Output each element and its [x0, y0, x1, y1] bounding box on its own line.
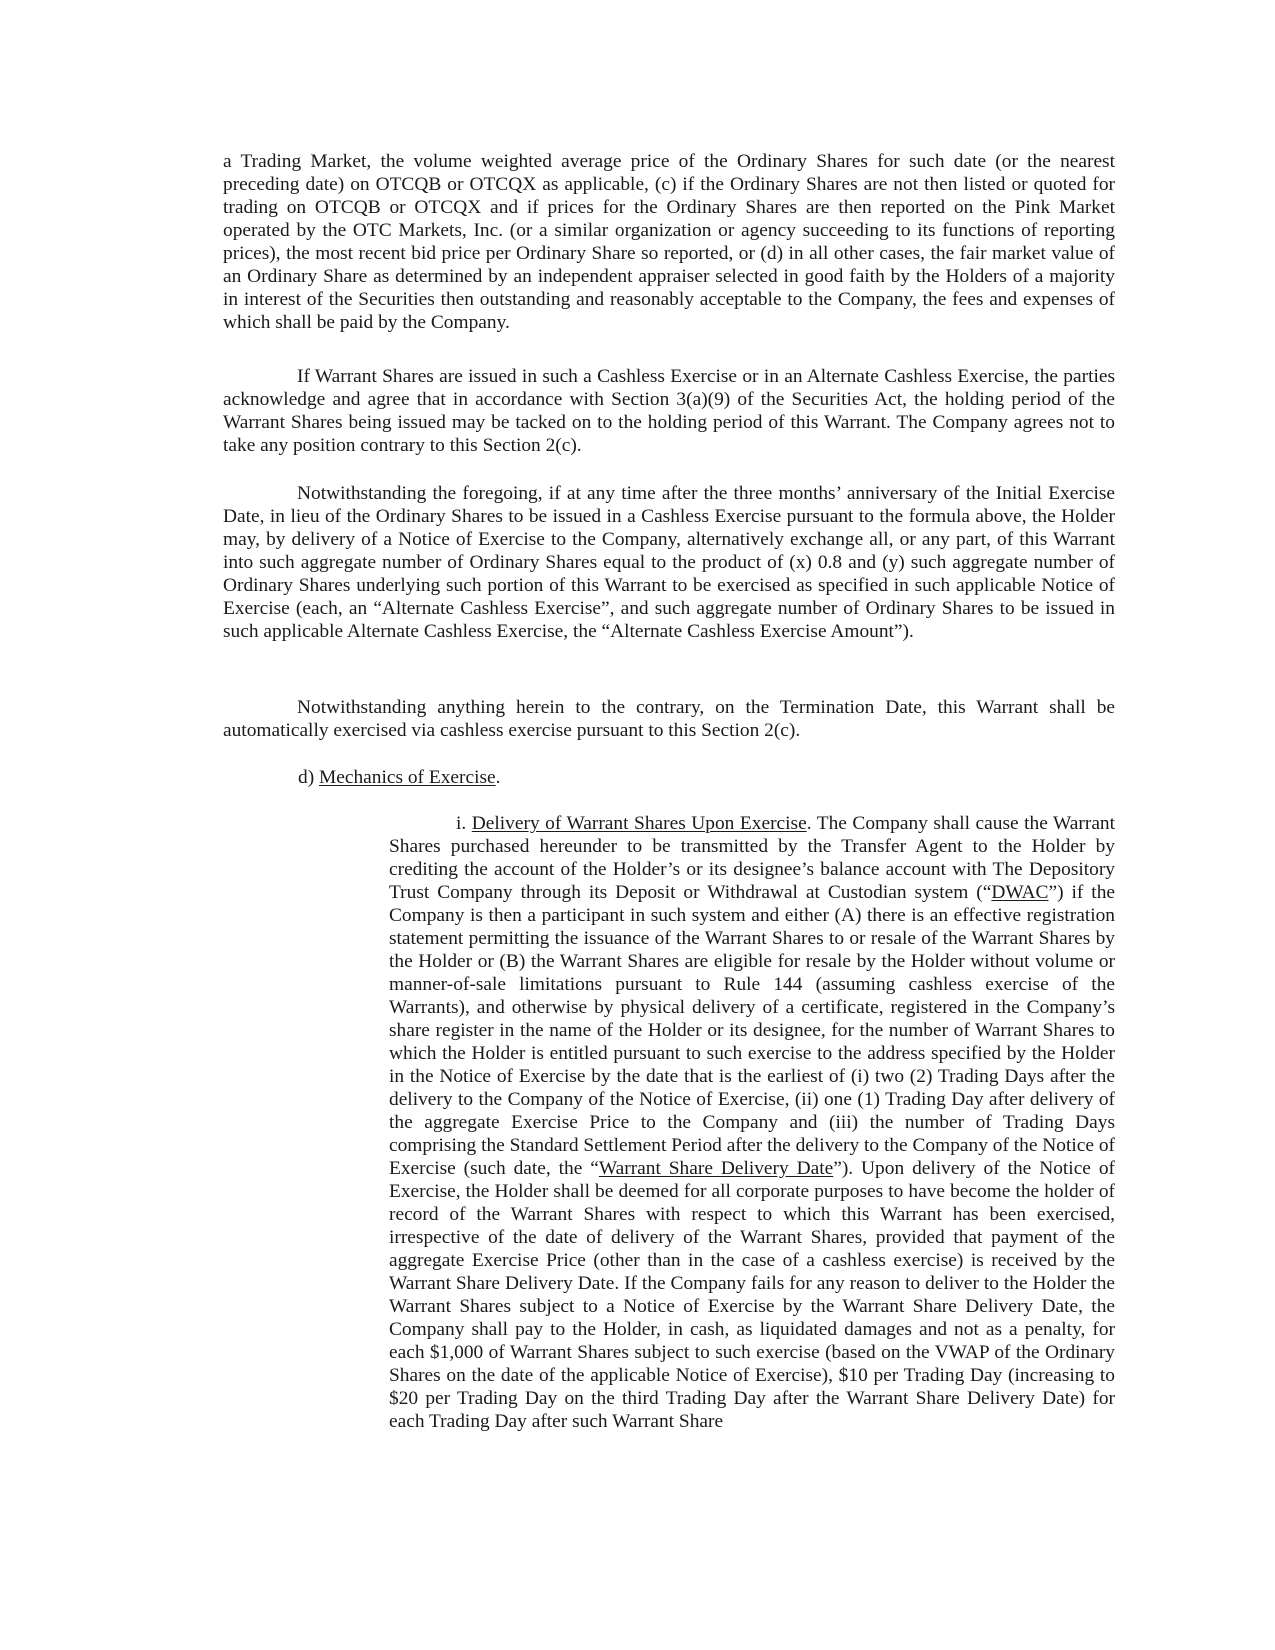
paragraph-automatic-exercise: Notwithstanding anything herein to the contrary, on the Termination Date, this Warrant shall be automatically exercised via cashless exercise pursuant to this Section 2(c). [223, 697, 1115, 741]
section-heading-mechanics-of-exercise [298, 766, 500, 789]
defined-term-dwac: DWAC [991, 882, 1049, 903]
section-d-title: Mechanics of Exercise [319, 767, 496, 788]
defined-term-warrant-share-delivery-date: Warrant Share Delivery Date [598, 1158, 834, 1179]
subsection-i-text-1: . The Company shall cause the Warrant Shares purchased hereunder to be transmitted by the Transfer Agent to the Holder by crediting the account of the Holder’s or its designee’s balance account with The Depository Trust Company through its Deposit or Withdrawal at Custodian system (“ [389, 813, 1116, 903]
paragraph-holding-period: If Warrant Shares are issued in such a Cashless Exercise or in an Alternate Cashless Exercise, the parties acknowledge and agree that in accordance with Section 3(a)(9) of the Securities Act, the holding period of the Warrant Shares being issued may be tacked on to the holding period of this Warrant. The Company agrees not to take any position contrary to this Section 2(c). [223, 366, 1115, 456]
subsection-i-text-2: ”) if the Company is then a participant in such system and either (A) there is an effective registration statement permitting the issuance of the Warrant Shares to or resale of the Warrant Shares by the Holder or (B) the Warrant Shares are eligible for resale by the Holder without volume or manner-of-sale limitations pursuant to Rule 144 (assuming cashless exercise of the Warrants), and otherwise by physical delivery of a certificate, registered in the Company’s share register in the name of the Holder or its designee, for the number of Warrant Shares to which the Holder is entitled pursuant to such exercise to the address specified by the Holder in the Notice of Exercise by the date that is the earliest of (i) two (2) Trading Days after the delivery to the Company of the Notice of Exercise, (ii) one (1) Trading Day after delivery of the aggregate Exercise Price to the Company and (iii) the number of Trading Days comprising the Standard Settlement Period after the delivery to the Company of the Notice of Exercise (such date, the “ [389, 882, 1115, 1179]
subsection-i-text-3: ”). Upon delivery of the Notice of Exercise, the Holder shall be deemed for all corporate purposes to have become the holder of record of the Warrant Shares with respect to which this Warrant has been exercised, irrespective of the date of delivery of the Warrant Shares, provided that payment of the aggregate Exercise Price (other than in the case of a cashless exercise) is received by the Warrant Share Delivery Date. If the Company fails for any reason to deliver to the Holder the Warrant Shares subject to a Notice of Exercise by the Warrant Share Delivery Date, the Company shall pay to the Holder, in cash, as liquidated damages and not as a penalty, for each $1,000 of Warrant Shares subject to such exercise (based on the VWAP of the Ordinary Shares on the date of the applicable Notice of Exercise), $10 per Trading Day (increasing to $20 per Trading Day on the third Trading Day after the Warrant Share Delivery Date) for each Trading Day after such Warrant Share [389, 1158, 1115, 1432]
subsection-i-title: Delivery of Warrant Shares Upon Exercise [471, 813, 807, 834]
paragraph-vwap-definition-continued: a Trading Market, the volume weighted average price of the Ordinary Shares for such date (or the nearest preceding date) on OTCQB or OTCQX as applicable, (c) if the Ordinary Shares are not then listed or quoted for trading on OTCQB or OTCQX and if prices for the Ordinary Shares are then reported on the Pink Market operated by the OTC Markets, Inc. (or a similar organization or agency succeeding to its functions of reporting prices), the most recent bid price per Ordinary Share so reported, or (d) in all other cases, the fair market value of an Ordinary Share as determined by an independent appraiser selected in good faith by the Holders of a majority in interest of the Securities then outstanding and reasonably acceptable to the Company, the fees and expenses of which shall be paid by the Company. [223, 151, 1115, 333]
subsection-delivery-of-warrant-shares [389, 812, 1115, 1433]
paragraph-alternate-cashless-exercise: Notwithstanding the foregoing, if at any time after the three months’ anniversary of the Initial Exercise Date, in lieu of the Ordinary Shares to be issued in a Cashless Exercise pursuant to the formula above, the Holder may, by delivery of a Notice of Exercise to the Company, alternatively exchange all, or any part, of this Warrant into such aggregate number of Ordinary Shares equal to the product of (x) 0.8 and (y) such aggregate number of Ordinary Shares underlying such portion of this Warrant to be exercised as specified in such applicable Notice of Exercise (each, an “Alternate Cashless Exercise”, and such aggregate number of Ordinary Shares to be issued in such applicable Alternate Cashless Exercise, the “Alternate Cashless Exercise Amount”). [223, 483, 1115, 642]
section-d-prefix: d) [298, 767, 320, 788]
subsection-i-prefix: i. [456, 813, 472, 834]
section-d-suffix: . [495, 767, 501, 788]
